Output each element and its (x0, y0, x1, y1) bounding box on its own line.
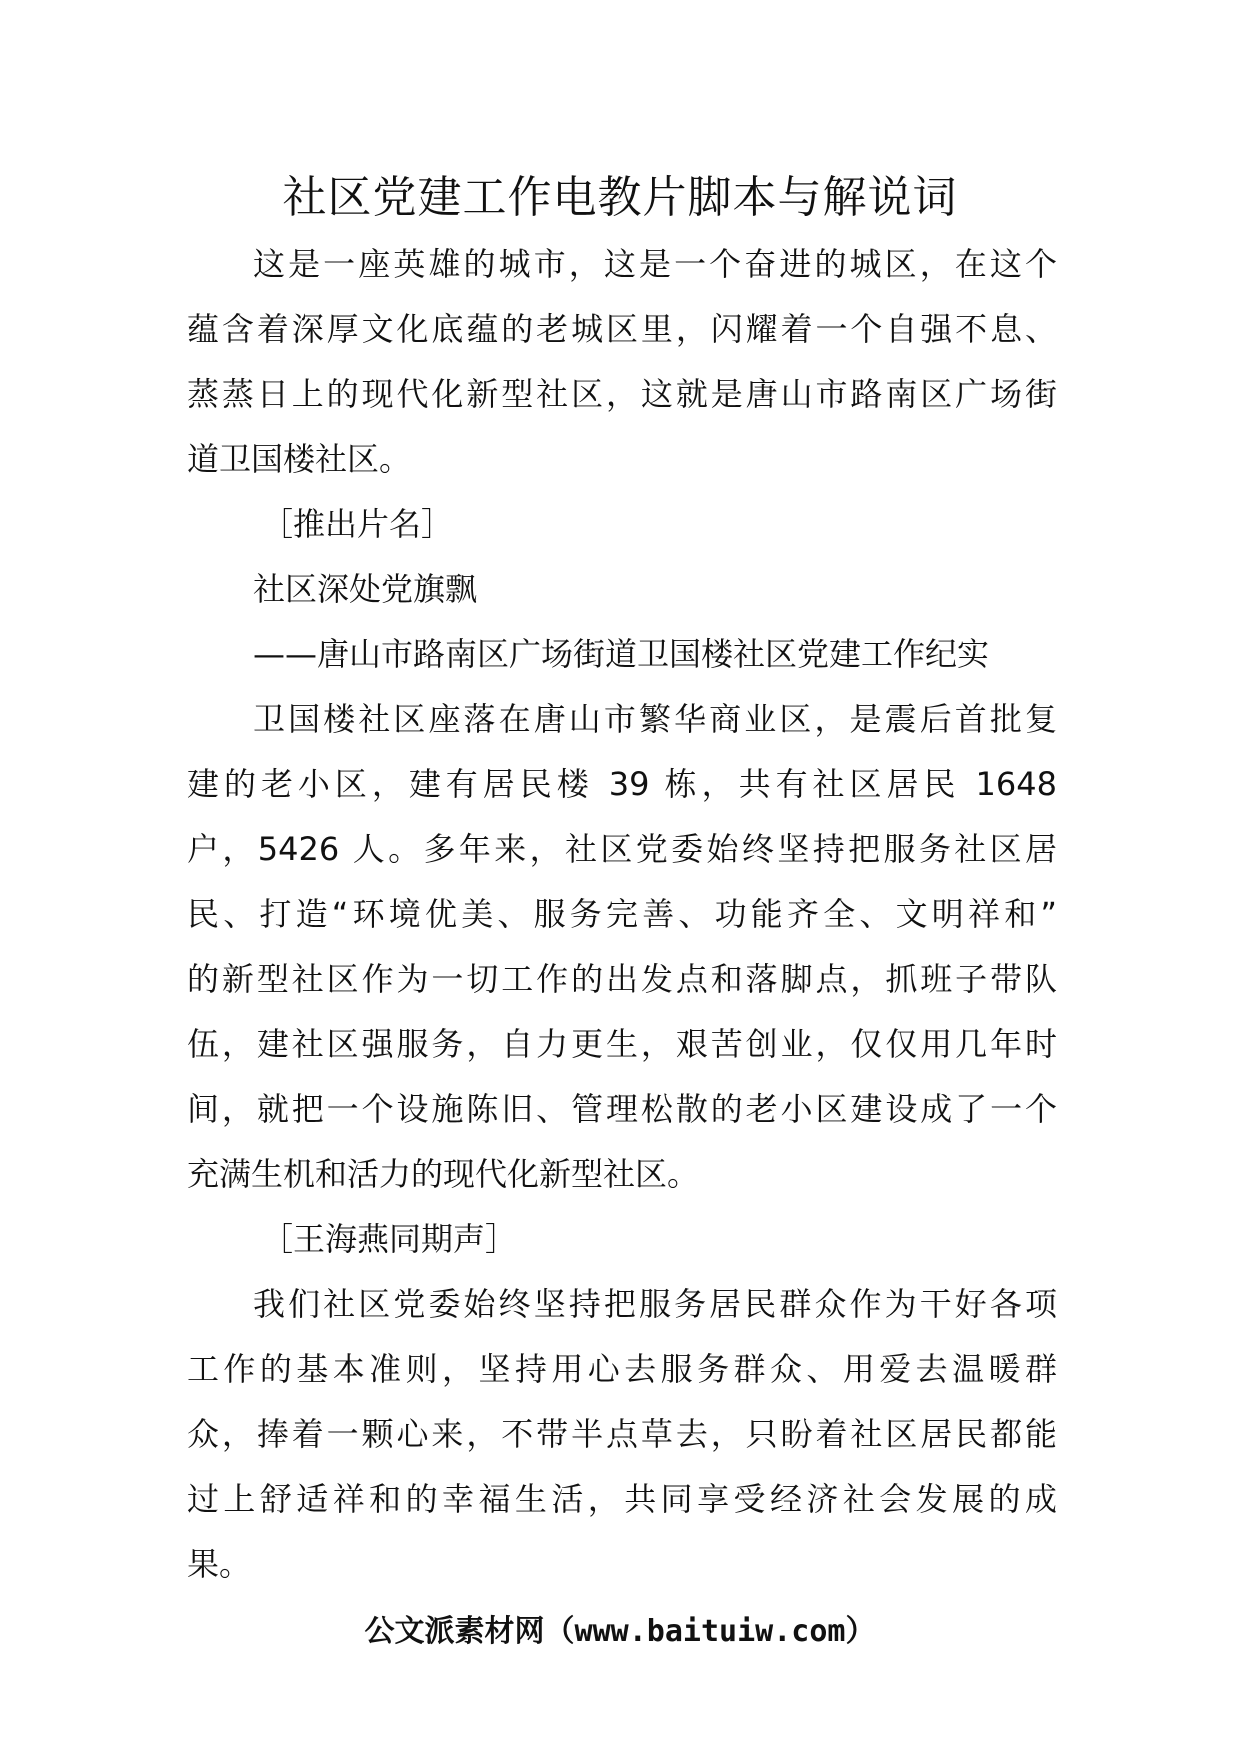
footer-site-name: 公文派素材网 (364, 1614, 545, 1649)
document-body (187, 232, 1057, 1597)
body-line: 间，就把一个设施陈旧、管理松散的老小区建设成了一个 (187, 1090, 1057, 1128)
body-line: 过上舒适祥和的幸福生活，共同享受经济社会发展的成 (187, 1480, 1057, 1518)
body-line: 蒸蒸日上的现代化新型社区，这就是唐山市路南区广场街 (187, 375, 1057, 413)
body-line: 社区深处党旗飘 (253, 570, 478, 608)
footer-open-paren: （ (544, 1614, 575, 1649)
body-line: 我们社区党委始终坚持把服务居民群众作为干好各项 (253, 1285, 1057, 1323)
body-line: 卫国楼社区座落在唐山市繁华商业区，是震后首批复 (253, 700, 1057, 738)
footer-watermark (0, 1612, 1240, 1652)
body-line: 道卫国楼社区。 (187, 440, 412, 478)
body-line: 户，5426 人。多年来，社区党委始终坚持把服务社区居 (187, 830, 1057, 868)
body-line: 果。 (187, 1545, 252, 1583)
body-line: 民、打造“环境优美、服务完善、功能齐全、文明祥和” (187, 895, 1057, 933)
body-line: ——唐山市路南区广场街道卫国楼社区党建工作纪实 (253, 635, 990, 673)
body-line: 充满生机和活力的现代化新型社区。 (187, 1155, 700, 1193)
body-line: ［王海燕同期声］ (261, 1220, 518, 1258)
body-line: 众，捧着一颗心来，不带半点草去，只盼着社区居民都能 (187, 1415, 1057, 1453)
body-line: ［推出片名］ (261, 505, 454, 543)
body-line: 的新型社区作为一切工作的出发点和落脚点，抓班子带队 (187, 960, 1057, 998)
footer-url: www.baituiw.com (574, 1614, 846, 1649)
body-line: 工作的基本准则，坚持用心去服务群众、用爱去温暖群 (187, 1350, 1057, 1388)
body-line: 这是一座英雄的城市，这是一个奋进的城区，在这个 (253, 245, 1057, 283)
document-title: 社区党建工作电教片脚本与解说词 (282, 172, 958, 223)
body-line: 蕴含着深厚文化底蕴的老城区里，闪耀着一个自强不息、 (187, 310, 1057, 348)
body-line: 伍，建社区强服务，自力更生，艰苦创业，仅仅用几年时 (187, 1025, 1057, 1063)
body-line: 建的老小区，建有居民楼 39 栋，共有社区居民 1648 (187, 765, 1057, 803)
footer-close-paren: ） (845, 1614, 876, 1649)
